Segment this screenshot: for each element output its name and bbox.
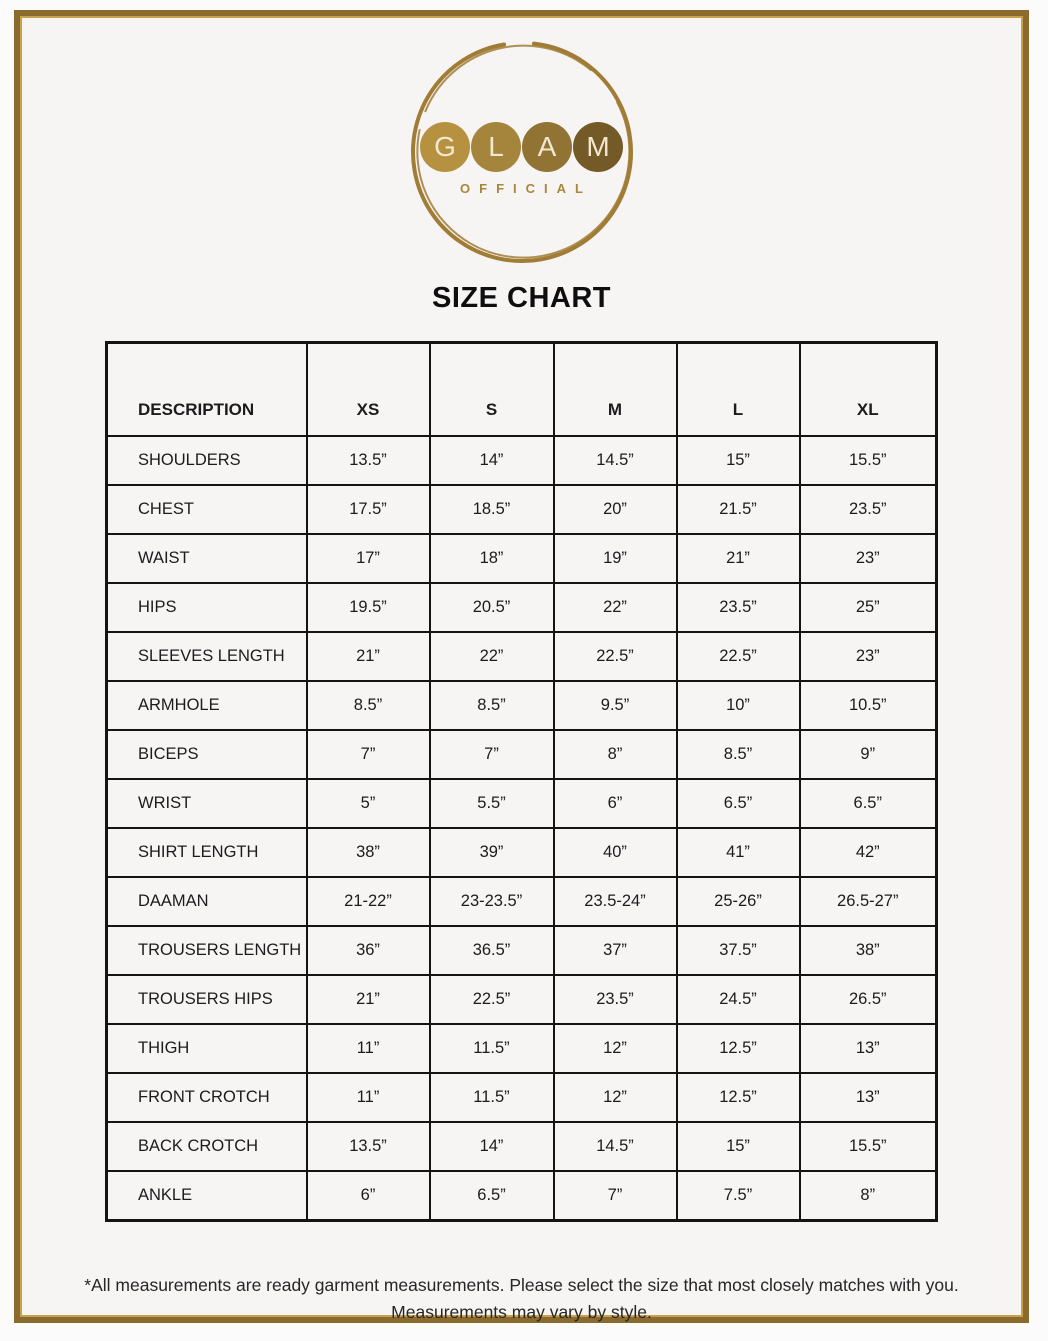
row-label: SHOULDERS	[107, 436, 307, 485]
column-header-xs: XS	[307, 343, 430, 437]
measurement-cell: 18”	[430, 534, 554, 583]
column-header-s: S	[430, 343, 554, 437]
measurement-cell: 42”	[800, 828, 937, 877]
decorative-border-frame	[14, 10, 1029, 1323]
measurement-cell: 23”	[800, 534, 937, 583]
measurement-cell: 38”	[800, 926, 937, 975]
measurement-cell: 5”	[307, 779, 430, 828]
column-header-description: DESCRIPTION	[107, 343, 307, 437]
measurement-cell: 19”	[554, 534, 677, 583]
table-row	[107, 534, 937, 583]
measurement-cell: 15”	[677, 1122, 800, 1171]
measurement-cell: 11.5”	[430, 1073, 554, 1122]
row-label: TROUSERS LENGTH	[107, 926, 307, 975]
measurement-cell: 23-23.5”	[430, 877, 554, 926]
measurement-cell: 11”	[307, 1024, 430, 1073]
measurement-cell: 8”	[554, 730, 677, 779]
measurement-cell: 22”	[554, 583, 677, 632]
measurement-cell: 17.5”	[307, 485, 430, 534]
row-label: SHIRT LENGTH	[107, 828, 307, 877]
measurement-cell: 11.5”	[430, 1024, 554, 1073]
row-label: FRONT CROTCH	[107, 1073, 307, 1122]
measurement-cell: 6.5”	[430, 1171, 554, 1221]
measurement-cell: 18.5”	[430, 485, 554, 534]
row-label: TROUSERS HIPS	[107, 975, 307, 1024]
measurement-cell: 36”	[307, 926, 430, 975]
table-row	[107, 779, 937, 828]
measurement-cell: 39”	[430, 828, 554, 877]
measurement-cell: 13.5”	[307, 436, 430, 485]
measurement-cell: 7”	[554, 1171, 677, 1221]
measurement-cell: 7”	[430, 730, 554, 779]
measurement-cell: 8.5”	[677, 730, 800, 779]
measurement-cell: 38”	[307, 828, 430, 877]
measurement-cell: 21”	[307, 632, 430, 681]
row-label: WRIST	[107, 779, 307, 828]
measurement-cell: 23.5”	[677, 583, 800, 632]
measurement-cell: 21-22”	[307, 877, 430, 926]
measurement-cell: 20.5”	[430, 583, 554, 632]
measurement-cell: 8.5”	[307, 681, 430, 730]
measurement-cell: 23.5”	[800, 485, 937, 534]
table-row	[107, 877, 937, 926]
measurement-cell: 9”	[800, 730, 937, 779]
measurement-cell: 26.5-27”	[800, 877, 937, 926]
table-row	[107, 632, 937, 681]
measurement-cell: 6.5”	[800, 779, 937, 828]
logo-letter-circle: A	[522, 122, 572, 172]
column-header-m: M	[554, 343, 677, 437]
row-label: WAIST	[107, 534, 307, 583]
table-row	[107, 1122, 937, 1171]
measurement-cell: 13”	[800, 1024, 937, 1073]
measurement-cell: 7.5”	[677, 1171, 800, 1221]
table-row	[107, 828, 937, 877]
measurement-cell: 14.5”	[554, 436, 677, 485]
measurement-cell: 15.5”	[800, 436, 937, 485]
table-row	[107, 730, 937, 779]
measurement-cell: 10”	[677, 681, 800, 730]
column-header-xl: XL	[800, 343, 937, 437]
column-header-l: L	[677, 343, 800, 437]
logo-letter-circle: L	[471, 122, 521, 172]
size-chart-table	[105, 341, 938, 1222]
measurement-cell: 8”	[800, 1171, 937, 1221]
table-row	[107, 1024, 937, 1073]
table-row	[107, 975, 937, 1024]
measurement-cell: 7”	[307, 730, 430, 779]
table-row	[107, 1073, 937, 1122]
measurement-cell: 37.5”	[677, 926, 800, 975]
row-label: CHEST	[107, 485, 307, 534]
measurement-cell: 14”	[430, 436, 554, 485]
measurement-cell: 23.5-24”	[554, 877, 677, 926]
table-row	[107, 1171, 937, 1221]
measurement-cell: 12”	[554, 1024, 677, 1073]
measurement-cell: 13.5”	[307, 1122, 430, 1171]
measurement-cell: 21”	[677, 534, 800, 583]
measurement-cell: 23.5”	[554, 975, 677, 1024]
logo-center	[404, 122, 640, 196]
measurement-cell: 8.5”	[430, 681, 554, 730]
measurement-cell: 9.5”	[554, 681, 677, 730]
measurement-cell: 12.5”	[677, 1073, 800, 1122]
measurement-cell: 10.5”	[800, 681, 937, 730]
table-row	[107, 583, 937, 632]
measurement-cell: 6”	[307, 1171, 430, 1221]
measurement-cell: 41”	[677, 828, 800, 877]
row-label: ANKLE	[107, 1171, 307, 1221]
measurement-cell: 23”	[800, 632, 937, 681]
logo-subtitle: OFFICIAL	[460, 181, 592, 196]
row-label: HIPS	[107, 583, 307, 632]
measurement-cell: 6”	[554, 779, 677, 828]
row-label: DAAMAN	[107, 877, 307, 926]
row-label: BICEPS	[107, 730, 307, 779]
footnote	[62, 1272, 982, 1326]
measurement-cell: 25-26”	[677, 877, 800, 926]
measurement-cell: 14.5”	[554, 1122, 677, 1171]
footnote-line2: Measurements may vary by style.	[391, 1302, 652, 1323]
measurement-cell: 21”	[307, 975, 430, 1024]
table-header-row	[107, 343, 937, 437]
measurement-cell: 22.5”	[554, 632, 677, 681]
measurement-cell: 24.5”	[677, 975, 800, 1024]
table-row	[107, 926, 937, 975]
measurement-cell: 22”	[430, 632, 554, 681]
measurement-cell: 13”	[800, 1073, 937, 1122]
logo-letters	[404, 122, 640, 172]
measurement-cell: 25”	[800, 583, 937, 632]
measurement-cell: 6.5”	[677, 779, 800, 828]
brand-logo	[404, 38, 640, 270]
measurement-cell: 21.5”	[677, 485, 800, 534]
measurement-cell: 20”	[554, 485, 677, 534]
page-title: SIZE CHART	[432, 282, 611, 314]
measurement-cell: 37”	[554, 926, 677, 975]
row-label: SLEEVES LENGTH	[107, 632, 307, 681]
measurement-cell: 19.5”	[307, 583, 430, 632]
row-label: ARMHOLE	[107, 681, 307, 730]
measurement-cell: 15.5”	[800, 1122, 937, 1171]
measurement-cell: 14”	[430, 1122, 554, 1171]
measurement-cell: 12.5”	[677, 1024, 800, 1073]
logo-letter-circle: G	[420, 122, 470, 172]
table-row	[107, 436, 937, 485]
page-content	[20, 38, 1023, 1339]
measurement-cell: 36.5”	[430, 926, 554, 975]
table-row	[107, 485, 937, 534]
measurement-cell: 26.5”	[800, 975, 937, 1024]
measurement-cell: 22.5”	[430, 975, 554, 1024]
measurement-cell: 17”	[307, 534, 430, 583]
measurement-cell: 15”	[677, 436, 800, 485]
logo-letter-circle: M	[573, 122, 623, 172]
footnote-line1: *All measurements are ready garment measurements. Please select the size that most closely matches with you.	[84, 1275, 959, 1295]
measurement-cell: 22.5”	[677, 632, 800, 681]
row-label: THIGH	[107, 1024, 307, 1073]
table-row	[107, 681, 937, 730]
measurement-cell: 40”	[554, 828, 677, 877]
measurement-cell: 11”	[307, 1073, 430, 1122]
measurement-cell: 12”	[554, 1073, 677, 1122]
measurement-cell: 5.5”	[430, 779, 554, 828]
row-label: BACK CROTCH	[107, 1122, 307, 1171]
